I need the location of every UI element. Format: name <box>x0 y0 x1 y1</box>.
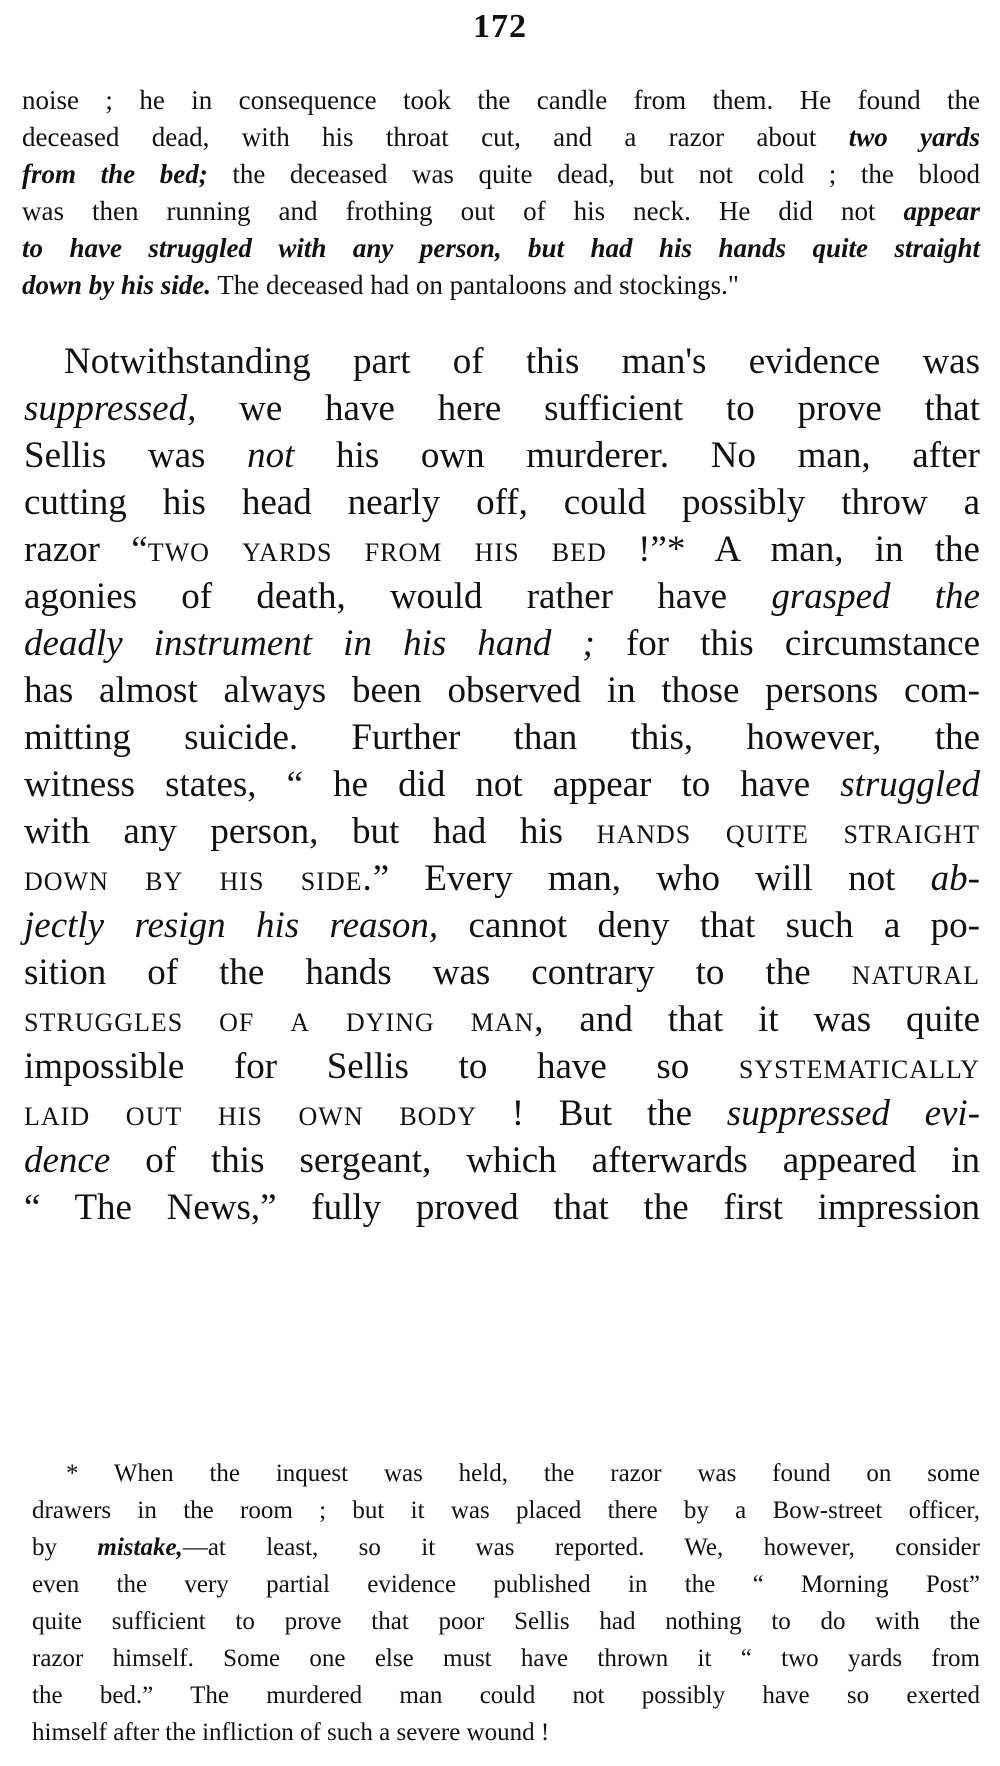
body-text: impossible for Sellis to have so <box>24 1046 739 1087</box>
footnote-text: the bed.” The murdered man could not possibly have so exerted <box>32 1682 980 1709</box>
footnote-line <box>32 1677 980 1714</box>
footnote-line <box>32 1566 980 1603</box>
body-text: has almost always been observed in those persons com- <box>24 670 980 711</box>
body-smallcaps: natural <box>851 952 980 993</box>
body-smallcaps: systematically <box>738 1046 980 1087</box>
body-italic: grasped the <box>771 576 980 617</box>
quote-italic: to have struggled with any person, but had his hands quite straight <box>22 233 980 263</box>
body-italic: suppressed, <box>24 388 197 429</box>
body-line <box>24 808 980 855</box>
body-text: ! But the <box>477 1093 727 1134</box>
footnote <box>32 1455 980 1751</box>
footnote-text: himself after the infliction of such a severe wound ! <box>32 1719 550 1746</box>
body-smallcaps: hands quite straight <box>596 811 980 852</box>
body-text: Notwithstanding part of this man's evidence was <box>64 341 980 382</box>
footnote-text: by <box>32 1534 98 1561</box>
body-text: his own murderer. No man, after <box>294 435 980 476</box>
body-text: Sellis was <box>24 435 248 476</box>
body-smallcaps: two yards from his bed <box>147 529 607 570</box>
body-line <box>24 855 980 902</box>
body-text: cutting his head nearly off, could possibly throw a <box>24 482 980 523</box>
quote-italic: down by his side. <box>22 270 212 300</box>
body-line <box>24 338 980 385</box>
quote-text: noise ; he in consequence took the candle from them. He found the <box>22 85 980 115</box>
footnote-text: even the very partial evidence published in the “ Morning Post” <box>32 1571 980 1598</box>
quote-italic: appear <box>903 196 980 226</box>
body-smallcaps: laid out his own body <box>24 1093 477 1134</box>
footnote-text: —at least, so it was reported. We, however, consider <box>182 1534 980 1561</box>
body-line <box>24 996 980 1043</box>
footnote-line <box>32 1603 980 1640</box>
body-italic: suppressed evi- <box>726 1093 981 1134</box>
body-italic: jectly resign his reason, <box>24 905 439 946</box>
body-italic: not <box>247 435 295 476</box>
footnote-text: razor himself. Some one else must have thrown it “ two yards from <box>32 1645 980 1672</box>
footnote-italic: mistake, <box>97 1534 183 1561</box>
page-number: 172 <box>473 8 527 45</box>
body-italic: deadly instrument in his hand ; <box>24 623 595 664</box>
quote-line <box>22 82 980 119</box>
footnote-line <box>32 1714 980 1751</box>
footnote-line <box>32 1492 980 1529</box>
quote-text: deceased dead, with his throat cut, and a razor about <box>22 122 849 152</box>
body-text: mitting suicide. Further than this, however, the <box>24 717 980 758</box>
body-text: “ The News,” fully proved that the first impression <box>24 1187 980 1228</box>
body-line <box>24 479 980 526</box>
footnote-line <box>32 1640 980 1677</box>
main-paragraph <box>24 338 980 1231</box>
footnote-text: quite sufficient to prove that poor Sellis had nothing to do with the <box>32 1608 980 1635</box>
body-text: witness states, “ he did not appear to have <box>24 764 841 805</box>
quote-line <box>22 267 980 304</box>
body-line <box>24 1184 980 1231</box>
quote-text: The deceased had on pantaloons and stockings." <box>211 270 739 300</box>
footnote-text: drawers in the room ; but it was placed there by a Bow-street officer, <box>32 1497 980 1524</box>
body-text: ” Every man, who will not <box>372 858 931 899</box>
body-smallcaps: down by his side. <box>24 858 373 899</box>
quote-text: was then running and frothing out of his neck. He did not <box>22 196 904 226</box>
body-line <box>24 949 980 996</box>
body-line <box>24 620 980 667</box>
quote-line <box>22 156 980 193</box>
body-line <box>24 902 980 949</box>
body-text: razor “ <box>24 529 148 570</box>
body-text: with any person, but had his <box>24 811 597 852</box>
body-text: cannot deny that such a po- <box>438 905 980 946</box>
quote-italic: two yards <box>848 122 980 152</box>
body-line <box>24 432 980 479</box>
body-italic: dence <box>24 1140 111 1181</box>
quoted-testimony <box>22 82 980 304</box>
body-line <box>24 1137 980 1184</box>
body-text: of this sergeant, which afterwards appeared in <box>110 1140 980 1181</box>
quote-line <box>22 230 980 267</box>
body-text: and that it was quite <box>544 999 980 1040</box>
body-text: for this circumstance <box>594 623 981 664</box>
body-line <box>24 526 980 573</box>
body-line <box>24 1090 980 1137</box>
body-text: !”* A man, in the <box>606 529 980 570</box>
body-text: sition of the hands was contrary to the <box>24 952 852 993</box>
body-line <box>24 714 980 761</box>
body-line <box>24 385 980 432</box>
body-text: we have here sufficient to prove that <box>196 388 980 429</box>
body-italic: struggled <box>840 764 980 805</box>
quote-line <box>22 119 980 156</box>
body-italic: ab- <box>930 858 980 899</box>
body-text: agonies of death, would rather have <box>24 576 772 617</box>
quote-line <box>22 193 980 230</box>
body-line <box>24 667 980 714</box>
footnote-text: * When the inquest was held, the razor was found on some <box>66 1460 980 1487</box>
footnote-line <box>32 1455 980 1492</box>
footnote-line <box>32 1529 980 1566</box>
quote-text: the deceased was quite dead, but not cold ; the blood <box>207 159 980 189</box>
body-line <box>24 761 980 808</box>
quote-italic: from the bed; <box>22 159 208 189</box>
body-line <box>24 573 980 620</box>
body-line <box>24 1043 980 1090</box>
body-smallcaps: struggles of a dying man, <box>24 999 545 1040</box>
